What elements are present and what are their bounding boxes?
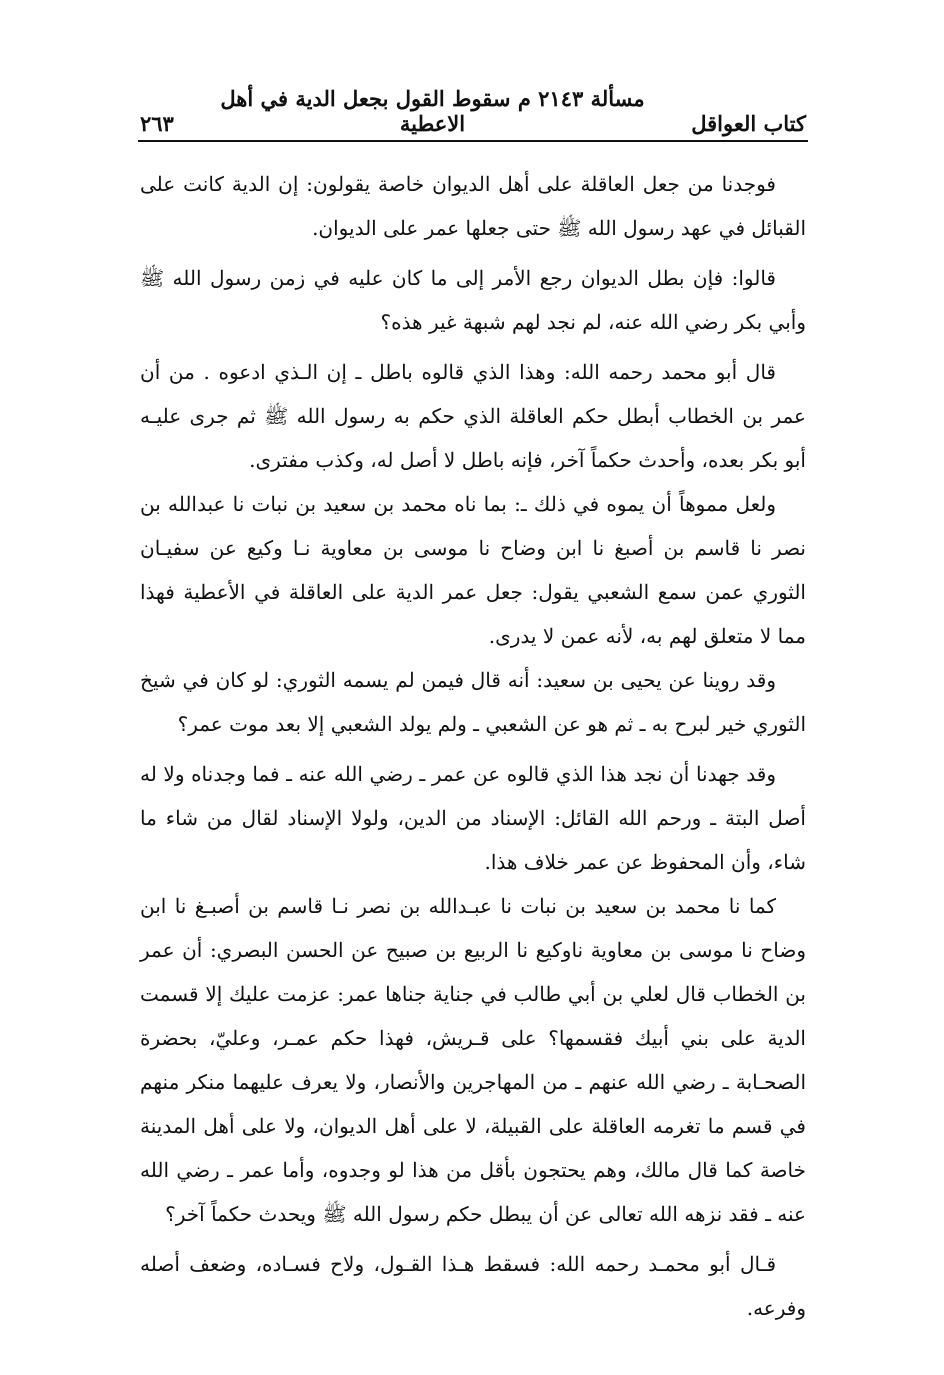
- paragraph: قـال أبو محمـد رحمه الله: فسقط هـذا القـول، ولاح فسـاده، وضعف أصله وفرعه.: [140, 1252, 806, 1320]
- page-number: ٢٦٣: [140, 111, 174, 136]
- running-header: [140, 86, 806, 136]
- page-body: [140, 162, 806, 1330]
- paragraph: كما نا محمد بن سعيد بن نبات نا عبـدالله بن نصر نـا قاسم بن أصبـغ نا ابن وضاح نا موسى بن معاوية ناوكيع نا الربيع بن صبيح عن الحسن البصري: أن عمر بن الخطاب قال لعلي بن أبي طالب في جناية جناها عمر: عزمت عليك إلا قسمت الدية على بني أبيك فقسمها؟ على قـريش، فهذا حكم عمـر، وعليّ، بحضرة الصحـابة ـ رضي الله عنهم ـ من المهاجرين والأنصار، ولا يعرف عليهما منكر منهم في قسم ما تغرمه العاقلة على القبيلة، لا على أهل الديوان، ولا على أهل المدينة خاصة كما قال مالك، وهم يحتجون بأقل من هذا لو وجدوه، وأما عمر ـ رضي الله عنه ـ فقد نزهه الله تعالى عن أن يبطل حكم رسول الله ﷺ ويحدث حكماً آخر؟: [140, 894, 806, 1226]
- header-rule: [138, 140, 808, 142]
- paragraph: قالوا: فإن بطل الديوان رجع الأمر إلى ما كان عليه في زمن رسول الله ﷺ وأبي بكر رضي الله عنه، لم نجد لهم شبهة غير هذه؟: [140, 266, 806, 334]
- paragraph: وقد جهدنا أن نجد هذا الذي قالوه عن عمر ـ رضي الله عنه ـ فما وجدناه ولا له أصل البتة ـ ورحم الله القائل: الإسناد من الدين، ولولا الإسناد لقال من شاء ما شاء، وأن المحفوظ عن عمر خلاف هذا.: [140, 762, 806, 874]
- issue-title: مسألة ٢١٤٣ م سقوط القول بجعل الدية في أهل الاعطية: [220, 86, 645, 136]
- paragraph: ولعل مموهاً أن يموه في ذلك ـ: بما ناه محمد بن سعيد بن نبات نا عبدالله بن نصر نا قاسم بن أصبغ نا ابن وضاح نا موسى بن معاوية نـا وكيع عن سفيـان الثوري عمن سمع الشعبي يقول: جعل عمر الدية على العاقلة في الأعطية فهذا مما لا متعلق لهم به، لأنه عمن لا يدرى.: [140, 492, 807, 648]
- paragraph: قال أبو محمد رحمه الله: وهذا الذي قالوه باطل ـ إن الـذي ادعوه . من أن عمر بن الخطاب أبطل حكم العاقلة الذي حكم به رسول الله ﷺ ثم جرى عليـه أبو بكر بعده، وأحدث حكماً آخر، فإنه باطل لا أصل له، وكذب مفترى.: [140, 360, 806, 472]
- paragraph: وقد روينا عن يحيى بن سعيد: أنه قال فيمن لم يسمه الثوري: لو كان في شيخ الثوري خير لبرح به ـ ثم هو عن الشعبي ـ ولم يولد الشعبي إلا بعد موت عمر؟: [140, 668, 806, 736]
- book-title: كتاب العواقل: [691, 111, 806, 136]
- paragraph: فوجدنا من جعل العاقلة على أهل الديوان خاصة يقولون: إن الدية كانت على القبائل في عهد رسول الله ﷺ حتى جعلها عمر على الديوان.: [140, 172, 806, 240]
